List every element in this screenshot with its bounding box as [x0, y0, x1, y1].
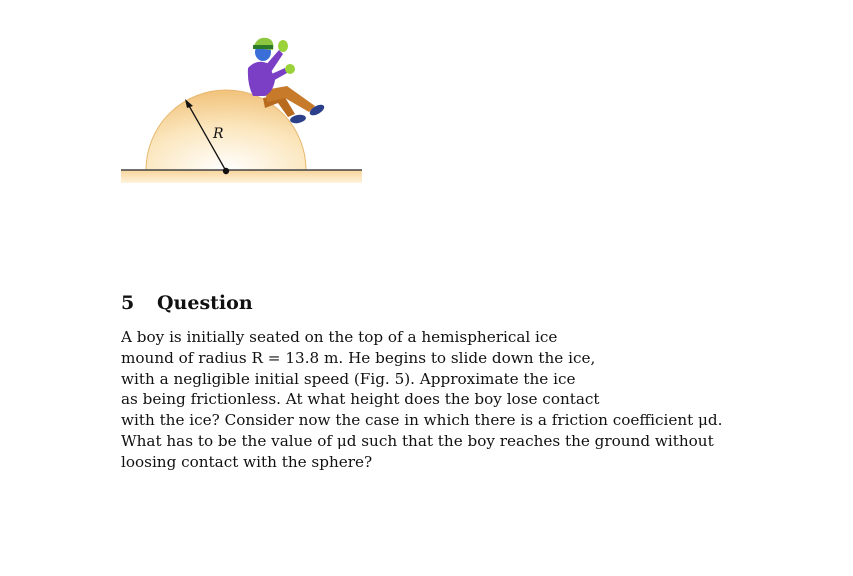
question-line: A boy is initially seated on the top of a hemispherical ice	[121, 328, 558, 346]
question-line: with the ice? Consider now the case in which there is a friction coefficient μd.	[121, 411, 723, 430]
question-line: What has to be the value of μd such that the boy reaches the ground without	[121, 431, 714, 450]
figure-5	[115, 30, 375, 190]
question-line: mound of radius R = 13.8 m. He begins to slide down the ice,	[121, 348, 596, 367]
question-line: as being frictionless. At what height does the boy lose contact	[121, 390, 600, 409]
question-line: loosing contact with the sphere?	[121, 452, 373, 471]
center-dot	[223, 168, 229, 174]
section-number: 5	[121, 292, 135, 314]
section-heading	[121, 292, 253, 314]
section-title: Question	[157, 292, 253, 314]
hemisphere-diagram	[115, 30, 375, 190]
radius-label: R	[213, 126, 224, 142]
ground-strip	[121, 170, 362, 183]
question-line: with a negligible initial speed (Fig. 5). Approximate the ice	[121, 369, 576, 388]
question-text	[121, 327, 731, 473]
